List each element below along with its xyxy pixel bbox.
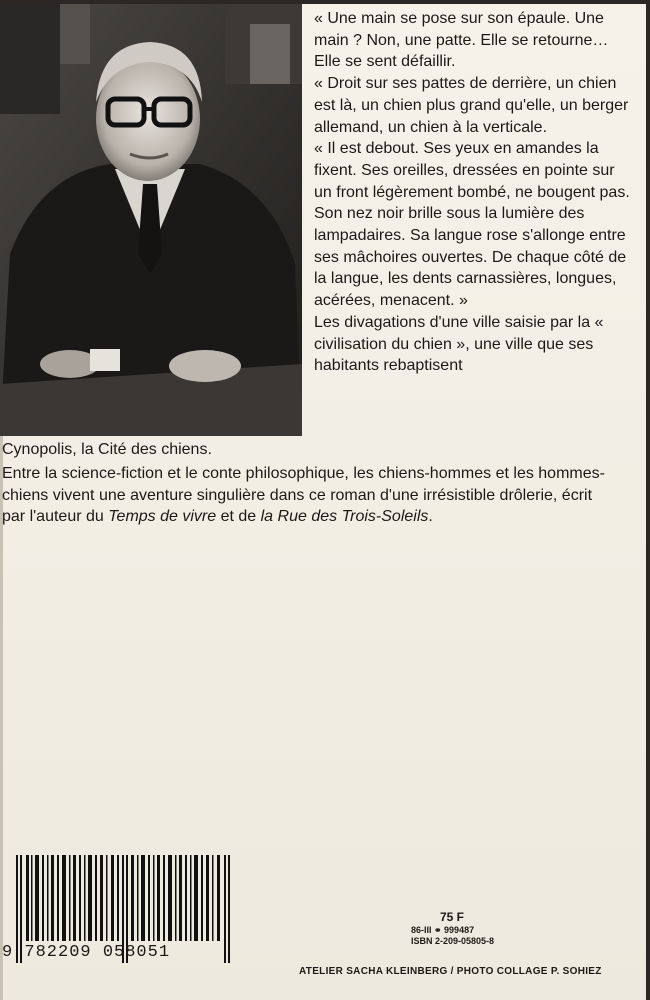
cover-right-edge — [646, 0, 650, 1000]
author-photo — [0, 4, 302, 436]
summary-text: et de — [216, 508, 261, 526]
cover-credits: ATELIER SACHA KLEINBERG / PHOTO COLLAGE P. SOHIEZ — [299, 966, 602, 977]
summary-text: Entre la science-fiction et le conte philosophique, les chiens-hommes et les hommes-chiens vivent une aventure singulière dans ce roman d'une irrésistible drôlerie, écrit par l'auteur du — [2, 465, 605, 526]
isbn-number: ISBN 2-209-05805-8 — [411, 936, 495, 946]
blurb-paragraph: « Une main se pose sur son épaule. Une main ? Non, une patte. Elle se retourne… Elle se sent défaillir. — [314, 10, 609, 71]
summary-text: . — [428, 508, 433, 526]
author-portrait-image — [0, 4, 302, 436]
isbn-block — [411, 925, 494, 947]
blurb-paragraph: Les divagations d'une ville saisie par la « civilisation du chien », une ville que ses habitants rebaptisent — [314, 313, 604, 375]
summary-book-title: Temps de vivre — [108, 508, 217, 526]
blurb-paragraph: « Droit sur ses pattes de derrière, un chien est là, un chien plus grand qu'elle, un berger allemand, un chien à la verticale. — [314, 75, 629, 136]
catalog-code: 86-III ⚭ 999487 — [411, 925, 475, 935]
price-label: 75 F — [440, 910, 465, 924]
blurb-paragraph: « Il est debout. Ses yeux en amandes la fixent. Ses oreilles, dressées en pointe sur un front légèrement bombé, ne bougent pas. Son nez noir brille sous la lumière des lampadaires. Sa langue rose s'allonge entre ses mâchoires ouvertes. De chaque côté de la langue, les dents carnassières, longues, acérées, menacent. » — [314, 140, 630, 310]
summary-book-title: la Rue des Trois-Soleils — [260, 508, 429, 526]
blurb-quote — [314, 8, 636, 377]
barcode-number: 9 782209 058051 — [2, 943, 171, 962]
blurb-tail: Cynopolis, la Cité des chiens. — [2, 441, 212, 458]
book-summary — [2, 463, 617, 528]
